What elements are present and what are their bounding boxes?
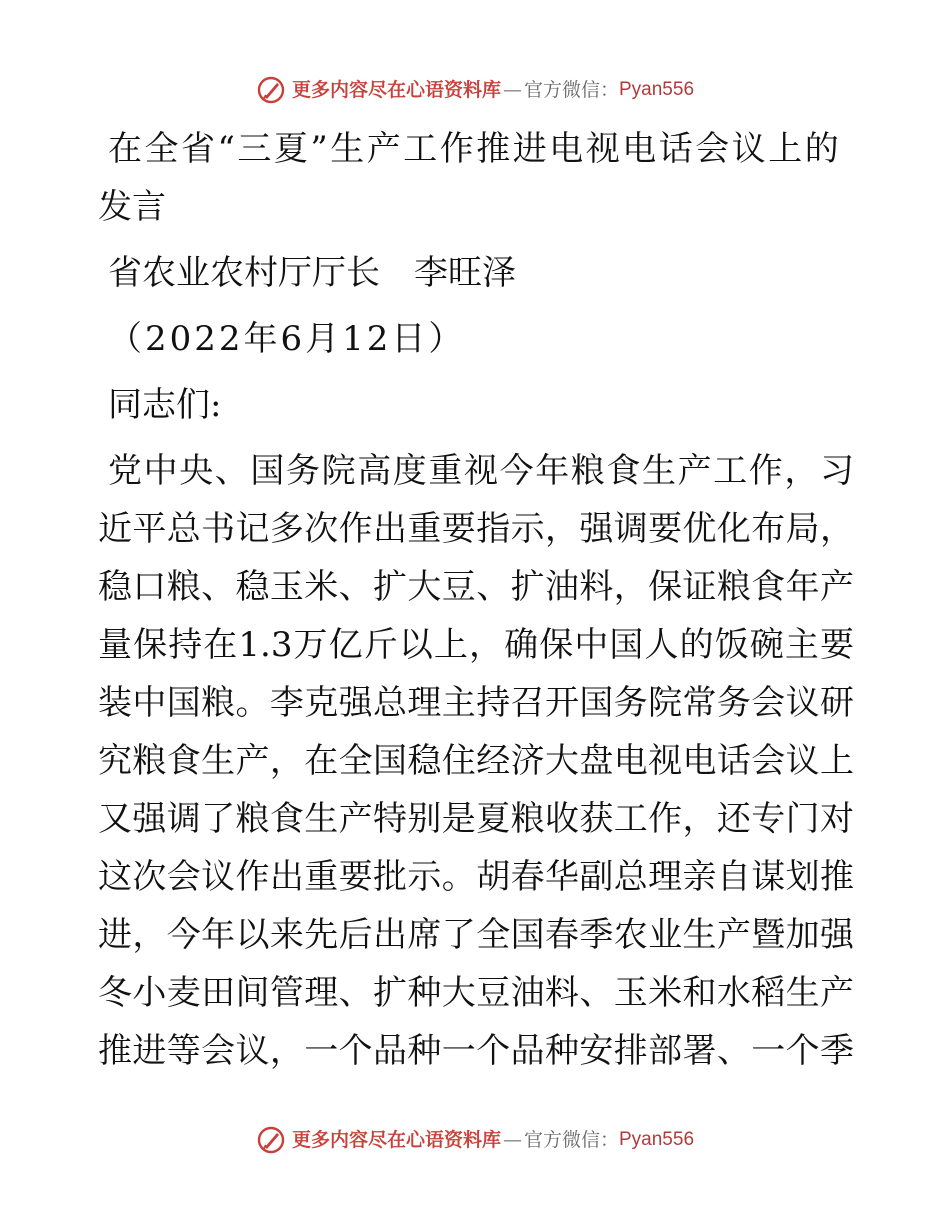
- document-greeting: 同志们:: [108, 385, 222, 425]
- document-title-line-2: 发言: [98, 187, 166, 227]
- watermark-banner-top: [0, 72, 950, 108]
- document-date: （2022年6月12日）: [108, 319, 466, 359]
- body-line: 又强调了粮食生产特别是夏粮收获工作，还专门对: [98, 799, 854, 839]
- body-line: 进，今年以来先后出席了全国春季农业生产暨加强: [98, 915, 854, 955]
- body-line: 冬小麦田间管理、扩种大豆油料、玉米和水稻生产: [98, 973, 854, 1013]
- quill-logo-icon: [256, 75, 286, 105]
- body-paragraph: [98, 442, 854, 1080]
- watermark-wechat-label: 官方微信：: [523, 79, 619, 101]
- body-line: 稳口粮、稳玉米、扩大豆、扩油料，保证粮食年产: [98, 567, 854, 607]
- watermark-brand-text: 更多内容尽在心语资料库: [291, 79, 501, 101]
- body-line: 这次会议作出重要批示。胡春华副总理亲自谋划推: [98, 857, 854, 897]
- body-line: 究粮食生产，在全国稳住经济大盘电视电话会议上: [98, 741, 854, 781]
- watermark-separator: —: [502, 1129, 522, 1151]
- watermark-wechat-id: Pyan556: [619, 79, 695, 100]
- body-line: 近平总书记多次作出重要指示，强调要优化布局，: [98, 509, 854, 549]
- watermark-brand-text: 更多内容尽在心语资料库: [291, 1129, 501, 1151]
- body-line: 装中国粮。李克强总理主持召开国务院常务会议研: [98, 683, 854, 723]
- watermark-wechat-label: 官方微信：: [523, 1129, 619, 1151]
- document-title-line-1: 在全省“三夏”生产工作推进电视电话会议上的: [108, 129, 842, 169]
- document-page: [98, 120, 854, 1080]
- document-author: 省农业农村厅厅长 李旺泽: [108, 253, 516, 293]
- body-line: 党中央、国务院高度重视今年粮食生产工作，习: [108, 451, 854, 491]
- quill-logo-icon: [256, 1125, 286, 1155]
- body-line: 量保持在1.3万亿斤以上，确保中国人的饭碗主要: [98, 625, 854, 665]
- body-line: 推进等会议，一个品种一个品种安排部署、一个季: [98, 1031, 854, 1071]
- watermark-banner-bottom: [0, 1122, 950, 1158]
- watermark-wechat-id: Pyan556: [619, 1129, 695, 1150]
- watermark-separator: —: [502, 79, 522, 101]
